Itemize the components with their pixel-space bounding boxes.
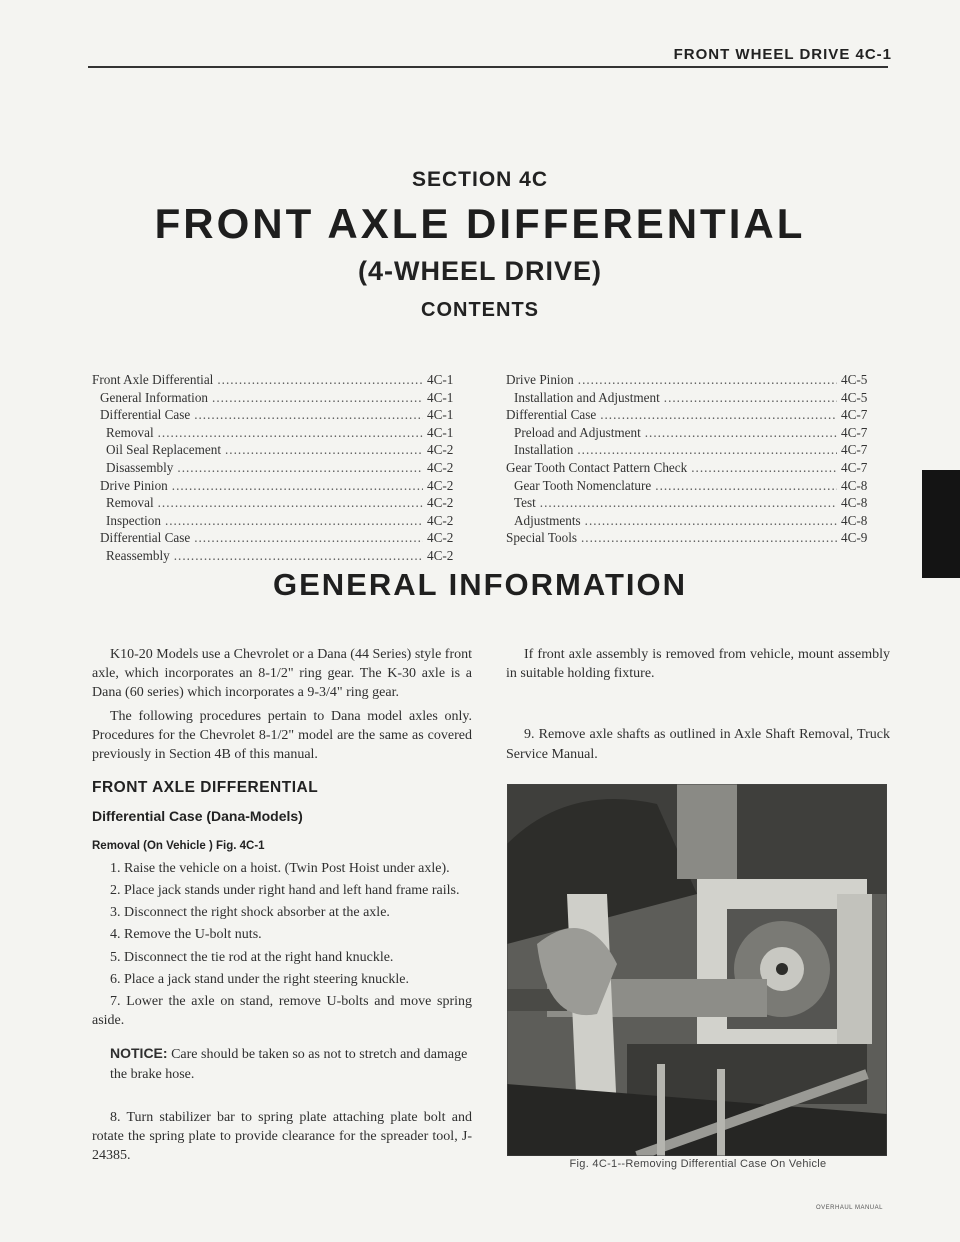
toc-entry xyxy=(92,477,457,495)
toc-entry-label: Removal xyxy=(106,495,154,511)
toc-entry-page: 4C-5 xyxy=(841,389,868,405)
toc-leader-dots xyxy=(217,371,423,389)
step-9: 9. Remove axle shafts as outlined in Axle Shaft Removal, Truck Service Manual. xyxy=(506,727,890,762)
toc-entry-label: Differential Case xyxy=(506,407,597,423)
page-title: FRONT AXLE DIFFERENTIAL xyxy=(154,200,806,247)
notice-text: Care should be taken so as not to stretch and damage the brake hose. xyxy=(110,1047,468,1082)
left-text-column xyxy=(92,645,472,1168)
toc-leader-dots xyxy=(165,512,423,530)
toc-entry-label: Differential Case xyxy=(100,407,191,423)
toc-entry-label: Reassembly xyxy=(106,547,170,563)
toc-leader-dots xyxy=(645,424,837,442)
toc-entry-label: Differential Case xyxy=(100,530,191,546)
toc-entry-label: Gear Tooth Contact Pattern Check xyxy=(506,459,688,475)
toc-leader-dots xyxy=(600,406,837,424)
toc-leader-dots xyxy=(212,389,423,407)
toc-entry-page: 4C-2 xyxy=(427,512,454,528)
intro-paragraph-1: K10-20 Models use a Chevrolet or a Dana (44 Series) style front axle, which incorporates an 8-1/2" ring gear. The K-30 axle is a Dana (60 series) which incorporates a 9-3/4" ring gear. xyxy=(92,647,472,701)
toc-entry-label: Special Tools xyxy=(506,530,577,546)
toc-entry xyxy=(92,406,457,424)
toc-entry xyxy=(92,547,457,565)
toc-entry-label: General Information xyxy=(100,389,209,405)
toc-entry xyxy=(92,389,457,407)
toc-entry xyxy=(92,494,457,512)
toc-entry-page: 4C-2 xyxy=(427,547,454,563)
procedure-step: 7. Lower the axle on stand, remove U-bolts and move spring aside. xyxy=(92,994,472,1029)
running-header: FRONT WHEEL DRIVE 4C-1 xyxy=(673,46,892,63)
toc-leader-dots xyxy=(540,494,837,512)
toc-entry xyxy=(92,441,457,459)
right-text-column xyxy=(506,645,890,764)
toc-leader-dots xyxy=(174,547,423,565)
figure-caption: Fig. 4C-1--Removing Differential Case On Vehicle xyxy=(569,1158,827,1170)
toc-entry xyxy=(92,371,457,389)
toc-right-column xyxy=(506,371,871,547)
toc-entry-page: 4C-7 xyxy=(841,442,868,458)
toc-leader-dots xyxy=(581,529,837,547)
procedure-step: 6. Place a jack stand under the right steering knuckle. xyxy=(110,971,409,987)
notice xyxy=(110,1044,472,1083)
header-rule xyxy=(88,66,888,68)
step-8: 8. Turn stabilizer bar to spring plate attaching plate bolt and rotate the spring plate to provide clearance for the spreader tool, J-24385. xyxy=(92,1109,472,1164)
contents-heading: CONTENTS xyxy=(421,299,539,321)
toc-leader-dots xyxy=(655,477,837,495)
toc-entry-label: Inspection xyxy=(106,512,161,528)
toc-entry xyxy=(92,459,457,477)
toc-entry xyxy=(92,424,457,442)
toc-entry-page: 4C-7 xyxy=(841,459,868,475)
figure-photo xyxy=(507,784,887,1156)
subsection-heading: Differential Case (Dana-Models) xyxy=(92,808,303,825)
procedure-step: 4. Remove the U-bolt nuts. xyxy=(110,927,262,943)
procedure-step: 1. Raise the vehicle on a hoist. (Twin Post Hoist under axle). xyxy=(110,860,450,876)
general-information-heading: GENERAL INFORMATION xyxy=(272,567,687,602)
toc-entry-page: 4C-7 xyxy=(841,424,868,440)
toc-entry-label: Drive Pinion xyxy=(506,372,574,387)
toc-entry xyxy=(506,406,871,424)
page-subtitle: (4-WHEEL DRIVE) xyxy=(357,256,602,286)
toc-leader-dots xyxy=(225,441,423,459)
toc-leader-dots xyxy=(691,459,837,477)
toc-entry-label: Oil Seal Replacement xyxy=(106,442,221,458)
toc-leader-dots xyxy=(177,459,423,477)
procedure-step: 2. Place jack stands under right hand and left hand frame rails. xyxy=(110,883,460,899)
toc-left-column xyxy=(92,371,457,565)
toc-leader-dots xyxy=(585,512,837,530)
toc-entry-page: 4C-2 xyxy=(427,459,454,475)
toc-leader-dots xyxy=(194,406,423,424)
toc-entry-page: 4C-2 xyxy=(427,530,454,546)
toc-leader-dots xyxy=(577,441,837,459)
toc-entry-page: 4C-1 xyxy=(427,389,454,405)
toc-entry-label: Adjustments xyxy=(514,512,581,528)
procedure-steps xyxy=(92,859,472,1031)
toc-entry-page: 4C-1 xyxy=(427,407,454,423)
toc-entry xyxy=(506,371,871,389)
differential-photo-illustration xyxy=(507,784,887,1156)
toc-leader-dots xyxy=(578,371,837,389)
toc-entry xyxy=(506,494,871,512)
footer-tag: OVERHAUL MANUAL xyxy=(816,1205,883,1211)
toc-leader-dots xyxy=(158,494,423,512)
procedure-step: 5. Disconnect the tie rod at the right hand knuckle. xyxy=(110,949,394,965)
toc-entry-label: Front Axle Differential xyxy=(92,372,214,387)
toc-entry-page: 4C-1 xyxy=(427,424,454,440)
toc-entry-label: Disassembly xyxy=(106,459,174,475)
toc-entry-label: Installation and Adjustment xyxy=(514,389,660,405)
toc-entry xyxy=(92,529,457,547)
toc-entry xyxy=(92,512,457,530)
section-heading: FRONT AXLE DIFFERENTIAL xyxy=(92,779,319,797)
toc-entry-page: 4C-9 xyxy=(841,530,868,546)
toc-entry xyxy=(506,424,871,442)
toc-entry-page: 4C-8 xyxy=(841,495,868,511)
toc-entry-page: 4C-7 xyxy=(841,407,868,423)
section-label: SECTION 4C xyxy=(411,168,549,191)
toc-leader-dots xyxy=(158,424,423,442)
toc-entry xyxy=(506,389,871,407)
toc-entry-label: Test xyxy=(514,495,536,511)
toc-entry-label: Gear Tooth Nomenclature xyxy=(514,477,652,493)
toc-entry xyxy=(506,459,871,477)
toc-entry-page: 4C-1 xyxy=(427,372,454,387)
toc-entry xyxy=(506,477,871,495)
intro-paragraph-2: The following procedures pertain to Dana model axles only. Procedures for the Chevrolet 8-1/2" model are the same as covered previously in Section 4B of this manual. xyxy=(92,708,472,763)
toc-entry xyxy=(506,529,871,547)
toc-leader-dots xyxy=(172,477,423,495)
toc-entry-label: Installation xyxy=(514,442,574,458)
toc-entry-page: 4C-2 xyxy=(427,495,454,511)
toc-leader-dots xyxy=(194,529,423,547)
section-thumb-tab xyxy=(922,470,960,578)
toc-entry-page: 4C-2 xyxy=(427,477,454,493)
toc-entry-page: 4C-2 xyxy=(427,442,454,458)
toc-entry xyxy=(506,441,871,459)
toc-entry-page: 4C-5 xyxy=(841,372,868,387)
procedure-heading: Removal (On Vehicle ) Fig. 4C-1 xyxy=(92,839,265,852)
toc-leader-dots xyxy=(664,389,837,407)
toc-entry-page: 4C-8 xyxy=(841,512,868,528)
toc-entry-label: Removal xyxy=(106,424,154,440)
procedure-step: 3. Disconnect the right shock absorber at the axle. xyxy=(110,905,390,921)
mount-note: If front axle assembly is removed from vehicle, mount assembly in suitable holding fixture. xyxy=(506,647,890,682)
toc-entry xyxy=(506,512,871,530)
toc-entry-label: Drive Pinion xyxy=(100,477,168,493)
notice-label: NOTICE: xyxy=(110,1045,168,1062)
toc-entry-label: Preload and Adjustment xyxy=(514,424,641,440)
toc-entry-page: 4C-8 xyxy=(841,477,868,493)
